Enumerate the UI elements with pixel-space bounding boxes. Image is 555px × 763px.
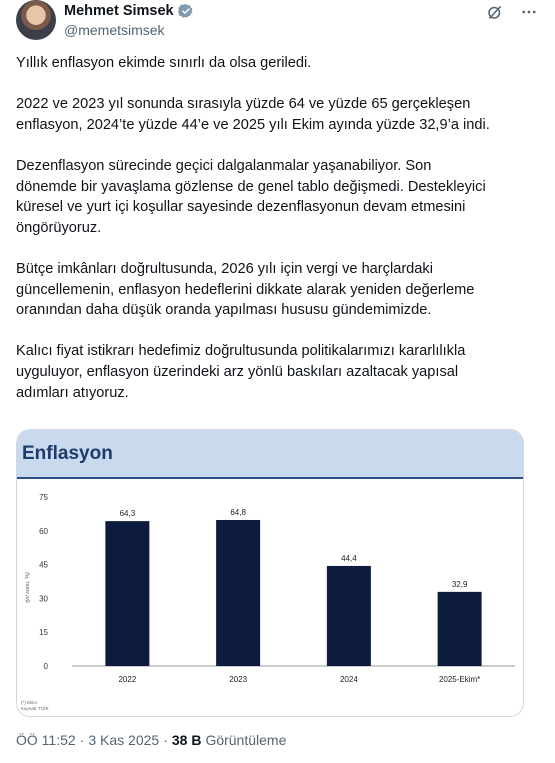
avatar[interactable] [16,0,56,40]
footer-separator: · [163,732,168,748]
x-tick-label: 2024 [339,675,358,684]
author-name-row [64,2,194,20]
y-tick-label: 0 [43,662,48,671]
chart-footnote: Kaynak: TÜİK [21,706,49,711]
tweet-line: Kalıcı fiyat istikrarı hedefimiz doğrultusunda politikalarımızı kararlılıkla [16,343,466,360]
x-tick-label: 2022 [118,675,137,684]
view-label: Görüntüleme [205,732,287,748]
tweet-line: Yıllık enflasyon ekimde sınırlı da olsa geriledi. [16,55,312,71]
tweet-line: Bütçe imkânları doğrultusunda, 2026 yılı için vergi ve harçlardaki [16,260,433,277]
grok-icon[interactable] [485,2,505,22]
x-tick-label: 2025-Ekim* [438,675,481,684]
chart-image-card[interactable] [16,429,524,717]
author-handle[interactable]: @memetsimsek [64,22,165,38]
tweet-paragraph [16,259,536,321]
bar-2023 [216,520,260,666]
tweet-line: enflasyon, 2024’te yüzde 44’e ve 2025 yılı Ekim ayında yüzde 32,9’a indi. [16,116,490,133]
tweet-line: Dezenflasyon sürecinde geçici dalgalanmalar yaşanabiliyor. Son [16,157,432,174]
bar-2024 [327,566,371,666]
tweet-line: öngörüyoruz. [16,219,102,236]
data-label: 44,4 [341,553,357,563]
y-tick-label: 45 [39,560,48,570]
data-label: 64,8 [230,507,246,517]
tweet-paragraph [16,53,536,74]
tweet-time[interactable]: ÖÖ 11:52 [16,732,76,748]
y-axis-label: (yıl sonu, %) [25,572,31,603]
footer-separator: · [79,732,85,748]
tweet-line: güncellemenin, enflasyon hedeflerini dikkate alarak yeniden değerleme [16,281,475,298]
more-options-icon[interactable] [519,2,539,22]
view-count: 38 B [171,732,202,748]
tweet-paragraph [16,94,536,135]
tweet-line: uyguluyor, enflasyon üzerindeki arz yönlü baskıları azaltacak yapısal [16,363,459,380]
tweet-paragraph [16,156,536,238]
inflation-bar-chart [17,479,524,717]
data-label: 64,3 [119,509,136,519]
bar-2022 [105,521,149,666]
author-name[interactable]: Mehmet Simsek [64,3,174,19]
tweet-header [16,0,539,44]
chart-footnote: (*) Ekim [21,700,37,705]
tweet-footer [16,732,286,748]
tweet-line: 2022 ve 2023 yıl sonunda sırasıyla yüzde 64 ve yüzde 65 gerçekleşen [16,96,471,113]
chart-title: Enflasyon [22,443,113,464]
tweet-line: küresel ve yurt içi koşullar sayesinde dezenflasyonun devam etmesini [16,199,466,216]
bar-2025-ekim* [438,592,482,666]
y-tick-label: 75 [39,493,48,502]
tweet-text [16,53,536,424]
x-tick-label: 2023 [229,675,248,684]
header-actions [485,2,539,22]
verified-badge-icon [178,3,194,19]
data-label: 32,9 [451,579,468,589]
y-tick-label: 15 [39,628,48,638]
tweet-paragraph [16,341,536,403]
tweet-line: dönemde bir yavaşlama gözlense de genel tablo değişmedi. Destekleyici [16,178,486,195]
tweet-line: adımları atıyoruz. [16,384,129,401]
tweet-line: oranından daha düşük oranda yapılması hususu gündemimizde. [16,302,432,319]
y-tick-label: 30 [39,594,48,604]
y-tick-label: 60 [39,526,48,536]
tweet-date[interactable]: 3 Kas 2025 [88,732,160,748]
